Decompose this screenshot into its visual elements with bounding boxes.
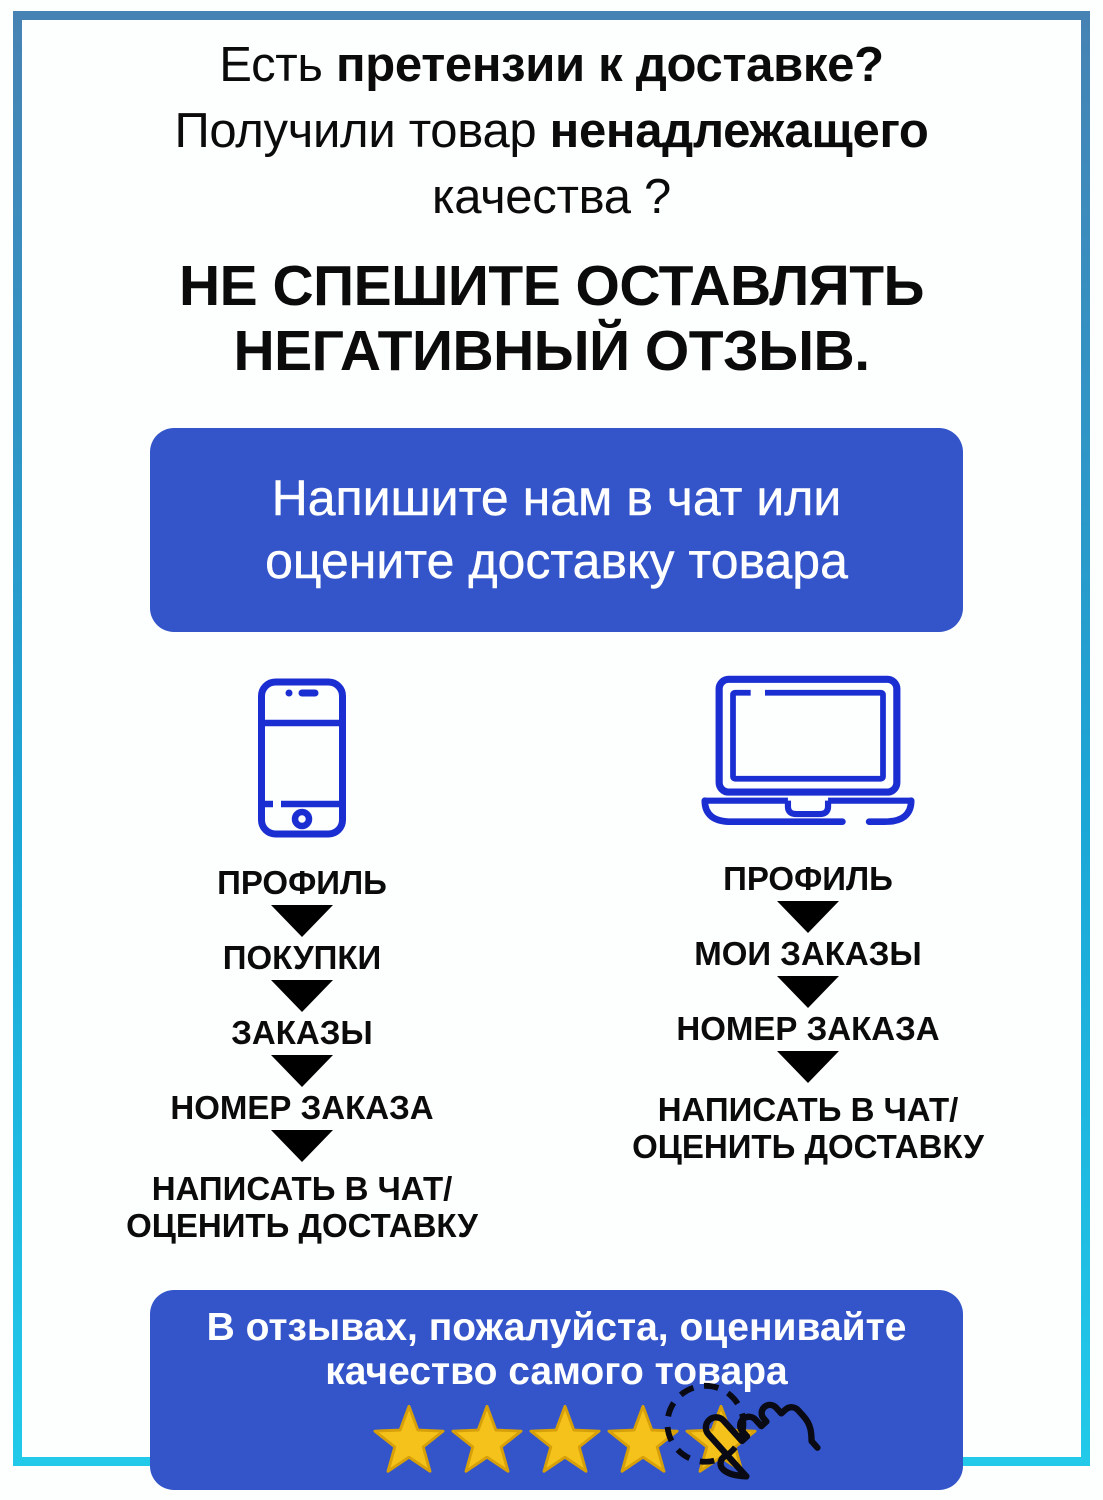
- review-banner: [150, 1290, 963, 1490]
- warning-heading: [0, 254, 1103, 384]
- flow-step: ПРОФИЛЬ: [723, 860, 893, 897]
- star-icon: [529, 1404, 601, 1473]
- flow-step: ПРОФИЛЬ: [217, 864, 387, 901]
- mobile-flow: [87, 676, 517, 1244]
- headline-text: Есть: [219, 38, 323, 92]
- flow-step: ЗАКАЗЫ: [231, 1014, 373, 1051]
- headline-text: Получили товар: [174, 104, 537, 158]
- review-banner-line1: В отзывах, пожалуйста, оценивайте: [206, 1306, 907, 1349]
- laptop-icon: [701, 672, 915, 830]
- chat-banner-line2: оцените доставку товара: [265, 533, 848, 589]
- arrow-down-icon: [777, 1051, 839, 1083]
- headline-text-bold: претензии к доставке?: [335, 38, 884, 92]
- stars-row: [150, 1404, 963, 1473]
- chat-banner: [150, 428, 963, 632]
- review-banner-line2: качество самого товара: [325, 1350, 788, 1393]
- desktop-final-line2: ОЦЕНИТЬ ДОСТАВКУ: [632, 1128, 984, 1165]
- flow-step: НОМЕР ЗАКАЗА: [170, 1089, 434, 1126]
- star-icon: [451, 1404, 523, 1473]
- arrow-down-icon: [777, 901, 839, 933]
- arrow-down-icon: [271, 905, 333, 937]
- star-icon: [373, 1404, 445, 1473]
- desktop-final-step: [632, 1091, 984, 1165]
- flow-step: МОИ ЗАКАЗЫ: [694, 935, 922, 972]
- warning-line2: НЕГАТИВНЫЙ ОТЗЫВ.: [233, 319, 870, 383]
- headline-line3: качества ?: [431, 170, 671, 224]
- arrow-down-icon: [777, 976, 839, 1008]
- flow-step: ПОКУПКИ: [222, 939, 382, 976]
- headline-text-bold: ненадлежащего: [549, 104, 929, 158]
- desktop-steps: [676, 858, 939, 1083]
- tap-hand-icon: [650, 1378, 830, 1490]
- desktop-flow: [593, 672, 1023, 1165]
- desktop-final-line1: НАПИСАТЬ В ЧАТ/: [657, 1091, 959, 1128]
- arrow-down-icon: [271, 980, 333, 1012]
- chat-banner-line1: Напишите нам в чат или: [271, 470, 842, 526]
- arrow-down-icon: [271, 1130, 333, 1162]
- flow-step: НОМЕР ЗАКАЗА: [676, 1010, 940, 1047]
- warning-line1: НЕ СПЕШИТЕ ОСТАВЛЯТЬ: [178, 254, 925, 318]
- smartphone-icon: [257, 676, 347, 840]
- arrow-down-icon: [271, 1055, 333, 1087]
- mobile-final-line1: НАПИСАТЬ В ЧАТ/: [151, 1170, 453, 1207]
- headline-line1: [0, 32, 1103, 98]
- headline: [0, 32, 1103, 230]
- mobile-final-line2: ОЦЕНИТЬ ДОСТАВКУ: [126, 1207, 478, 1244]
- headline-line2: [0, 98, 1103, 164]
- mobile-steps: [170, 862, 433, 1162]
- mobile-final-step: [126, 1170, 478, 1244]
